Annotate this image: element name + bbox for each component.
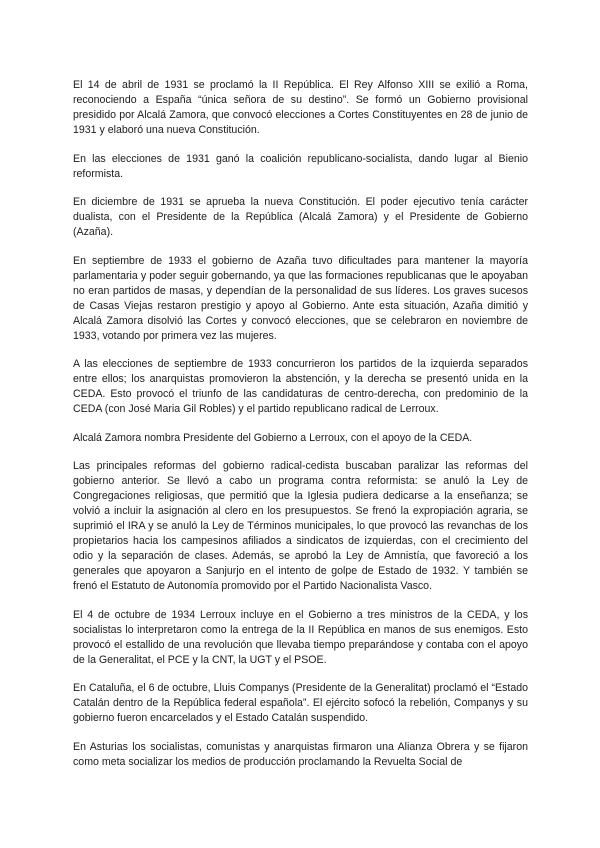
paragraph-cataluna: En Cataluña, el 6 de octubre, Lluis Companys (Presidente de la Generalitat) proclamó el “Estado Catalán dentro de la República federal española”. El ejército sofocó la rebelión, Companys y su gobierno fueron encarcelados y el Estado Catalán suspendido. — [73, 682, 528, 724]
paragraph-azana-crisis: En septiembre de 1933 el gobierno de Azaña tuvo dificultades para mantener la mayoría parlamentaria y poder seguir gobernando, ya que las formaciones republicanas que le apoyaban no eran partidos de masas, y dependían de la personalidad de sus líderes. Los graves sucesos de Casas Viejas restaron prestigio y apoyo al Gobierno. Ante esta situación, Azaña dimitió y Alcalá Zamora disolvió las Cortes y convocó elecciones, que se celebraron en noviembre de 1933, votando por primera vez las mujeres. — [73, 254, 528, 342]
paragraph-lerroux-appointed: Alcalá Zamora nombra Presidente del Gobierno a Lerroux, con el apoyo de la CEDA. — [73, 431, 473, 444]
paragraph-constitution: En diciembre de 1931 se aprueba la nueva Constitución. El poder ejecutivo tenía carácter dualista, con el Presidente de la República (Alcalá Zamora) y el Presidente de Gobierno (Azaña). — [73, 196, 528, 238]
paragraph-counter-reforms: Las principales reformas del gobierno radical-cedista buscaban paralizar las reformas del gobierno anterior. Se llevó a cabo un programa contra reformista: se anuló la Ley de Congregaciones religiosas, que permitió que la Iglesia pudiera dedicarse a la enseñanza; se volvió a incluir la asignación al clero en los presupuestos. Se frenó la expropiación agraria, se suprimió el IRA y se anuló la Ley de Términos municipales, lo que provocó las revanchas de los propietarios hacia los campesinos afiliados a sindicatos de izquierdas, con el crecimiento del odio y la separación de clases. Además, se aprobó la Ley de Amnistía, que favoreció a los generales que apoyaron a Sanjurjo en el intento de golpe de Estado de 1932. Y también se frenó el Estatuto de Autonomía promovido por el Partido Nacionalista Vasco. — [73, 460, 528, 592]
paragraph-elections-1933: A las elecciones de septiembre de 1933 concurrieron los partidos de la izquierda separados entre ellos; los anarquistas promovieron la abstención, y la derecha se presentó unida en la CEDA. Esto provocó el triunfo de las candidaturas de centro-derecha, con predominio de la CEDA (con José Maria Gil Robles) y el partido republicano radical de Lerroux. — [73, 358, 528, 415]
paragraph-elections-1931: En las elecciones de 1931 ganó la coalición republicano-socialista, dando lugar al Bienio reformista. — [73, 152, 528, 180]
paragraph-october-1934: El 4 de octubre de 1934 Lerroux incluye en el Gobierno a tres ministros de la CEDA, y los socialistas lo interpretaron como la entrega de la II República en manos de sus enemigos. Esto provocó el estallido de una revolución que llevaba tiempo preparándose y contaba con el apoyo de la Generalitat, el PCE y la CNT, la UGT y el PSOE. — [73, 608, 528, 666]
paragraph-proclamation: El 14 de abril de 1931 se proclamó la II República. El Rey Alfonso XIII se exilió a Roma, reconociendo a España “única señora de su destino”. Se formó un Gobierno provisional presidido por Alcalá Zamora, que convocó elecciones a Cortes Constituyentes en 28 de junio de 1931 y elaboró una nueva Constitución. — [73, 79, 528, 136]
document-body — [73, 78, 528, 783]
paragraph-asturias: En Asturias los socialistas, comunistas y anarquistas firmaron una Alianza Obrera y se fijaron como meta socializar los medios de producción proclamando la Revuelta Social de — [73, 740, 528, 768]
